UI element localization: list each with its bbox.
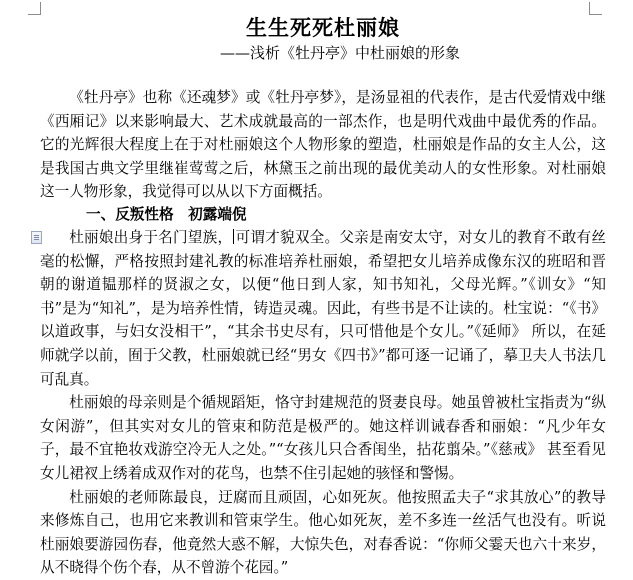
intro-paragraph: 《牡丹亭》也称《还魂梦》或《牡丹亭梦》，是汤显祖的代表作，是古代爱情戏中继《西厢记》以来影响最大、艺术成就最高的一部杰作，也是明代戏曲中最优秀的作品。它的光辉很大程度上在于对杜丽娘这个人物形象的塑造，杜丽娘是作品的女主人公，这是我国古典文学里继崔莺莺之后，林黛玉之前出现的最优美动人的女性形象。对杜丽娘这一人物形象，我觉得可以从以下方面概括。 — [40, 89, 606, 201]
paragraph-mark-icon[interactable] — [31, 231, 42, 244]
document-subtitle: ——浅析《牡丹亭》中杜丽娘的形象 — [219, 44, 460, 62]
document-title: 生生死死杜丽娘 — [246, 16, 400, 40]
document-body[interactable] — [40, 14, 606, 580]
section-heading-1: 一、反叛性格 初露端倪 — [86, 205, 247, 223]
section1-paragraph-1 — [40, 226, 606, 391]
section1-paragraph-3: 杜丽娘的老师陈最良，迂腐而且顽固，心如死灰。他按照孟夫子“求其放心”的教导来修炼自己，也用它来教训和管束学生。他心如死灰，差不多连一丝活气也没有。听说杜丽娘要游园伤春，他竟然大惑不解，大惊失色，对春香说：“你师父霎天也六十来岁，从不晓得个伤个春，从不曾游个花园。” — [40, 488, 606, 577]
paragraph-text-rest: 可谓才貌双全。父亲是南安太守，对女儿的教育不敢有丝毫的松懈，严格按照封建礼教的标准培养杜丽娘，希望把女儿培养成像东汉的班昭和晋朝的谢道韫那样的贤淑之女，以便“他日到人家，知书知礼，父母光辉。”《训女》“知书”是为“知礼”，是为培养性情，铸造灵魂。因此，有些书是不让读的。杜宝说：“《书》以道政事，与妇女没相干”，“其余书史尽有，只可惜他是个女儿。”《延师》 所以，在延师就学以前，囿于父教，杜丽娘就已经“男女《四书》”都可逐一记诵了，摹卫夫人书法几可乱真。 — [40, 228, 606, 388]
section1-paragraph-2: 杜丽娘的母亲则是个循规蹈矩，恪守封建规范的贤妻良母。她虽曾被杜宝指责为“纵女闲游”，但其实对女儿的管束和防范是极严的。她这样训诫春香和丽娘：“凡少年女子，最不宜艳妆戏游空冷无人之处。”“女孩儿只合香闺坐，拈花翦朵。”《慈戒》 甚至看见女儿裙衩上绣着成双作对的花鸟，也禁不住引起她的骇怪和警惕。 — [40, 394, 606, 482]
paragraph-text-start: 杜丽娘出身于名门望族， — [69, 228, 233, 246]
